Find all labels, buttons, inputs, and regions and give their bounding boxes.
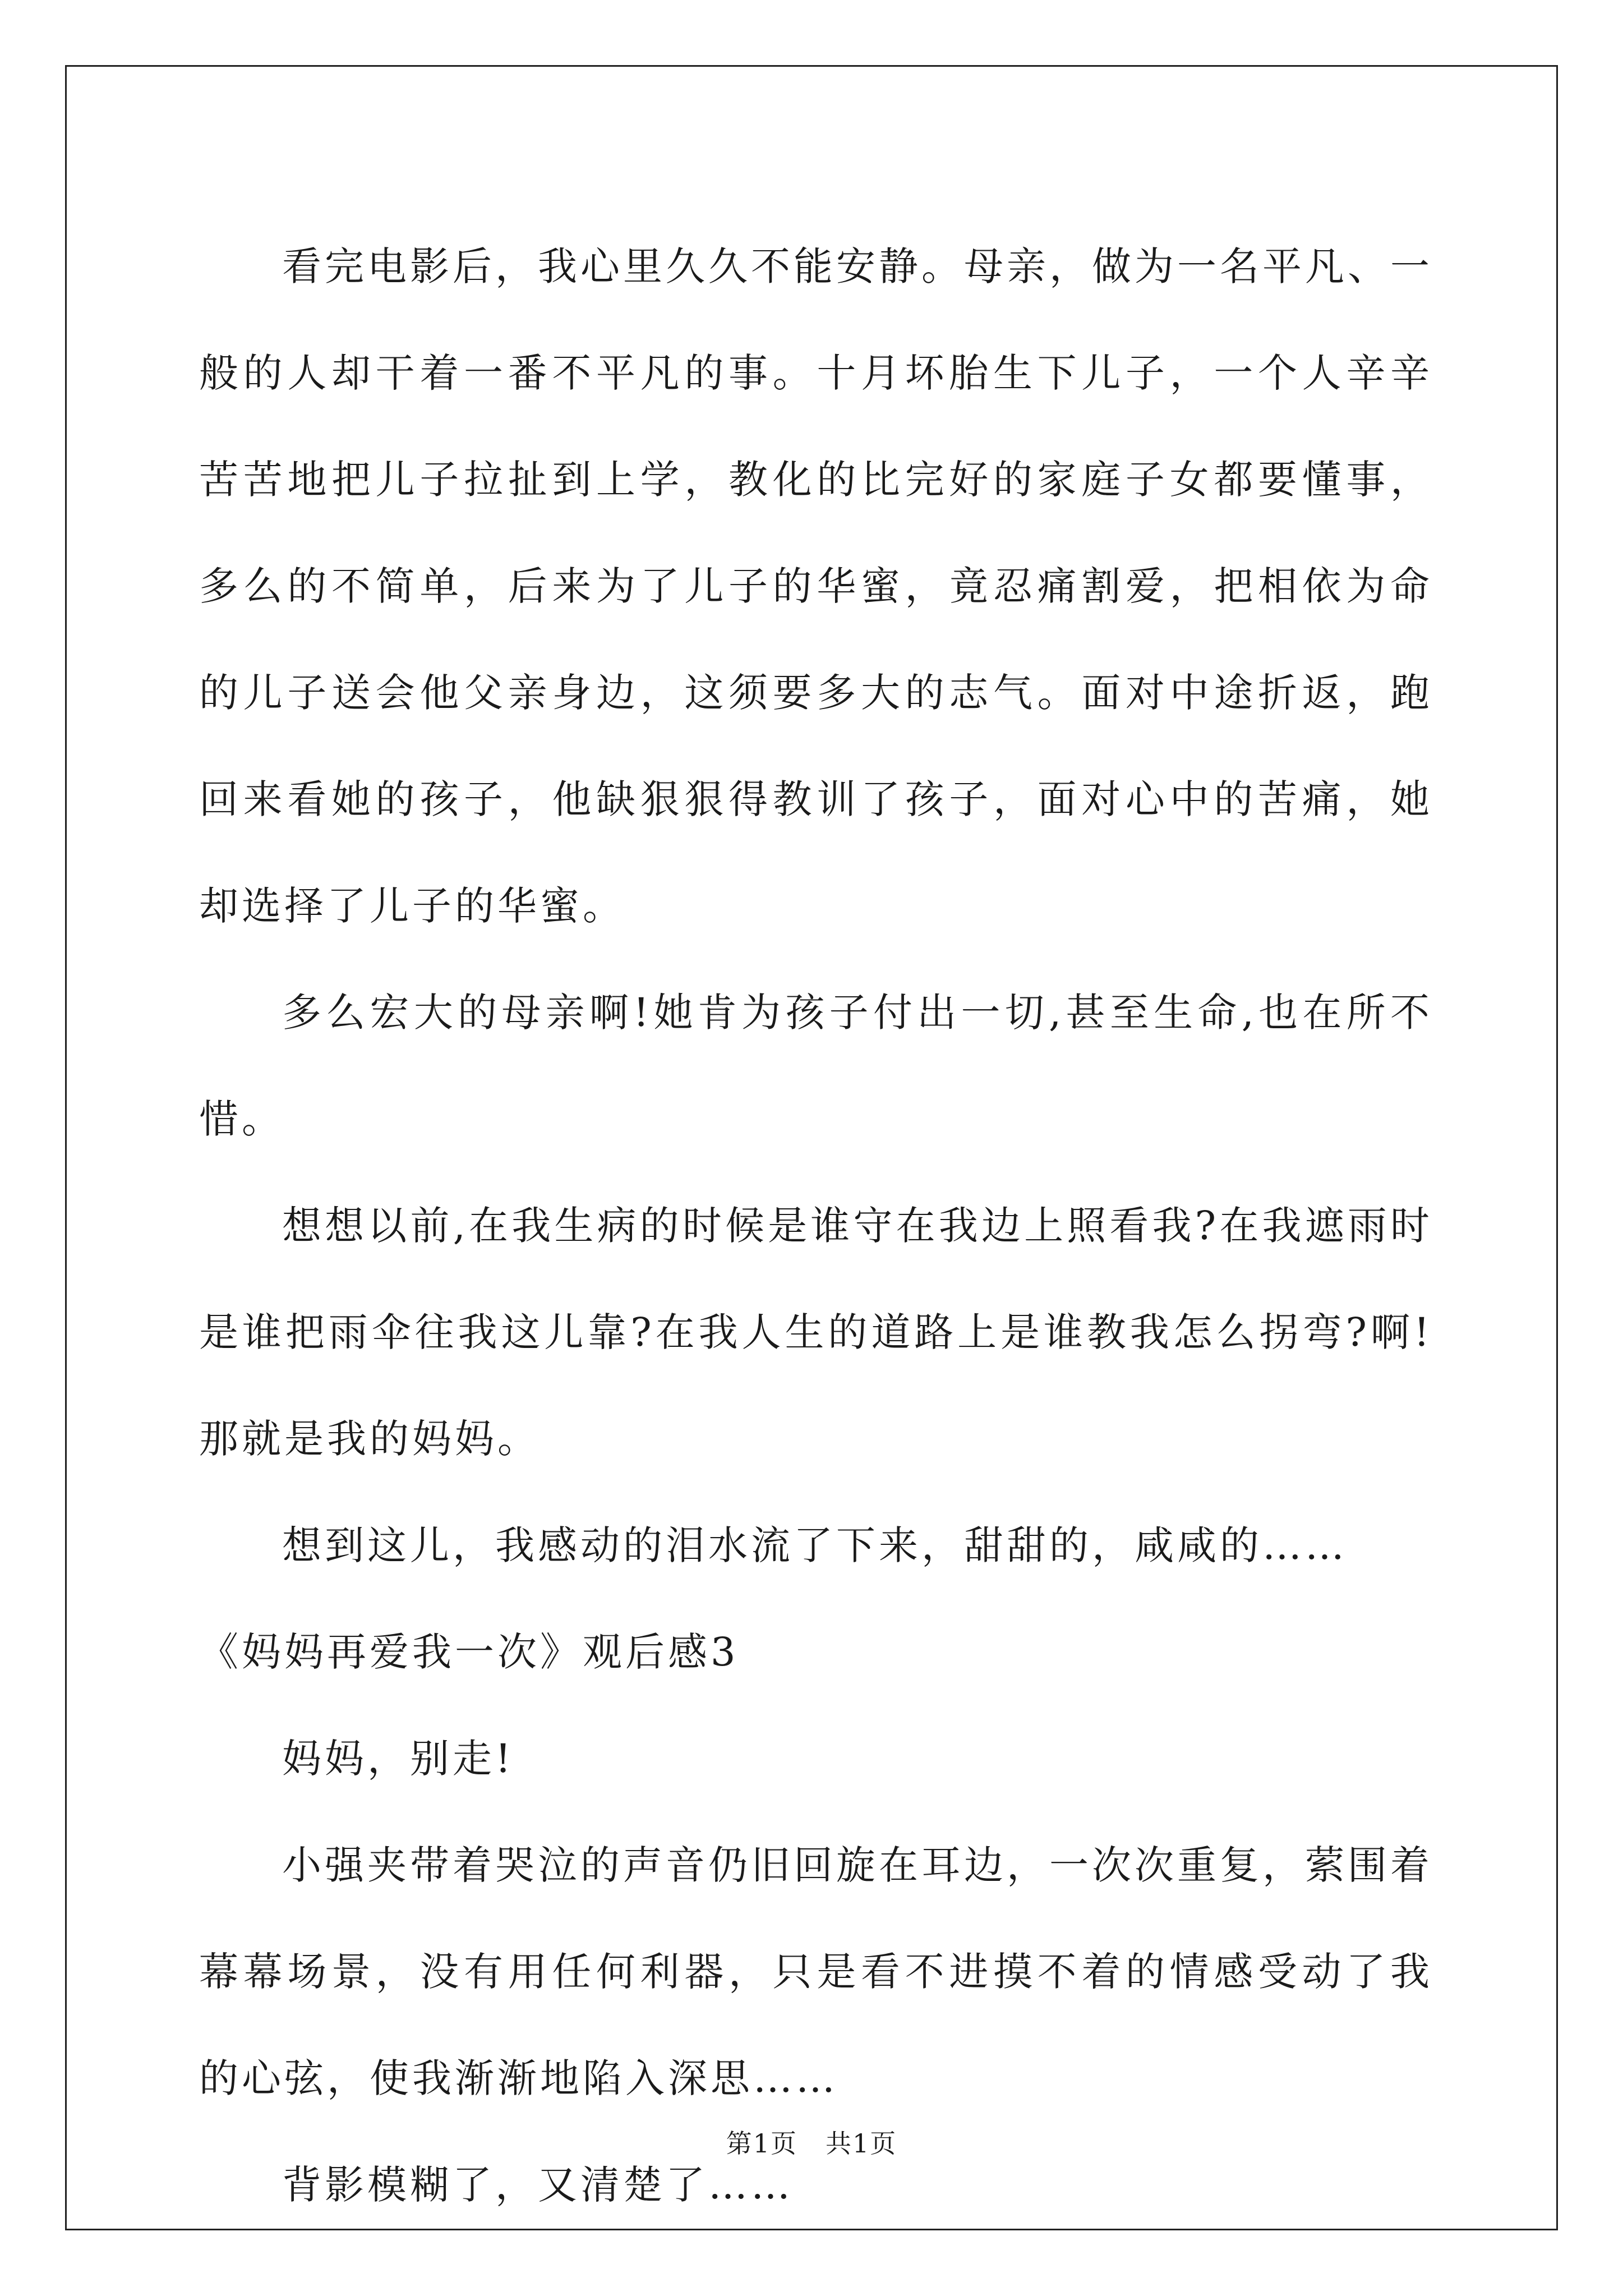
paragraph: 多么宏大的母亲啊!她肯为孩子付出一切,甚至生命,也在所不惜。 — [199, 990, 1433, 1142]
paragraph: 看完电影后，我心里久久不能安静。母亲，做为一名平凡、一般的人却干着一番不平凡的事。十月坏胎生下儿子，一个人辛辛苦苦地把儿子拉扯到上学，教化的比完好的家庭子女都要懂事，多么的不简单，后来为了儿子的华蜜，竟忍痛割爱，把相依为命的儿子送会他父亲身边，这须要多大的志气。面对中途折返，跑回来看她的孩子，他缺狠狠得教训了孩子，面对心中的苦痛，她却选择了儿子的华蜜。 — [199, 243, 1433, 929]
page-total: 共1页 — [826, 2128, 897, 2159]
paragraph: 背影模糊了，又清楚了…… — [282, 2162, 794, 2208]
section-heading: 《妈妈再爱我一次》观后感3 — [199, 1629, 739, 1675]
paragraph: 妈妈，别走! — [282, 1736, 515, 1782]
document-body — [199, 213, 1433, 2238]
page-number: 第1页 — [726, 2128, 797, 2159]
paragraph: 想到这儿，我感动的泪水流了下来，甜甜的，咸咸的…… — [282, 1522, 1348, 1568]
paragraph: 小强夹带着哭泣的声音仍旧回旋在耳边，一次次重复，萦围着幕幕场景，没有用任何利器，只是看不进摸不着的情感受动了我的心弦，使我渐渐地陷入深思…… — [199, 1842, 1433, 2101]
paragraph: 想想以前,在我生病的时候是谁守在我边上照看我?在我遮雨时是谁把雨伞往我这儿靠?在我人生的道路上是谁教我怎么拐弯?啊!那就是我的妈妈。 — [199, 1203, 1433, 1462]
page-footer — [0, 2123, 1623, 2160]
